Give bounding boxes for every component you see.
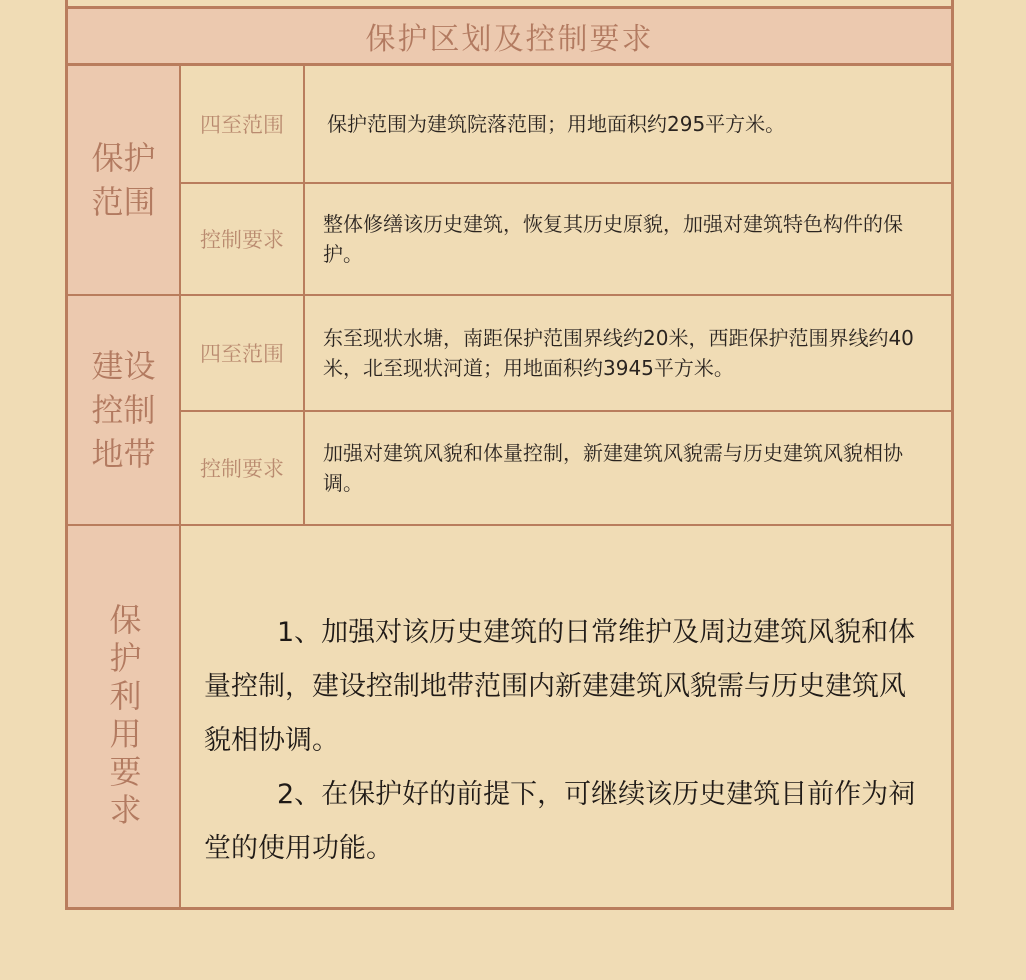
sub-label-boundary: 四至范围 <box>181 66 303 182</box>
usage-paragraph: 2、在保护好的前提下，可继续该历史建筑目前作为祠堂的使用功能。 <box>204 779 916 864</box>
sub-label-control: 控制要求 <box>181 412 303 524</box>
content-text: 保护范围为建筑院落范围；用地面积约295平方米。 <box>327 112 786 136</box>
content-text: 整体修缮该历史建筑，恢复其历史原貌，加强对建筑特色构件的保护。 <box>323 212 903 266</box>
usage-paragraph: 1、加强对该历史建筑的日常维护及周边建筑风貌和体量控制，建设控制地带范围内新建建筑风貌需与历史建筑风貌相协调。 <box>204 617 916 756</box>
divider <box>68 524 951 526</box>
category-construction-control-zone <box>68 296 179 524</box>
content-text: 加强对建筑风貌和体量控制，新建建筑风貌需与历史建筑风貌相协调。 <box>323 441 903 495</box>
table-title: 保护区划及控制要求 <box>68 9 951 66</box>
usage-requirements <box>204 606 924 876</box>
category-label: 建设 控制 地带 <box>91 347 156 473</box>
content-text: 东至现状水塘，南距保护范围界线约20米，西距保护范围界线约40米，北至现状河道；用地面积约3945平方米。 <box>323 326 914 380</box>
content-control <box>305 184 951 294</box>
category-protection-usage <box>68 526 179 907</box>
category-label: 保护 范围 <box>91 139 156 221</box>
content-boundary <box>305 66 951 182</box>
sub-label-boundary: 四至范围 <box>181 296 303 410</box>
content-control <box>305 412 951 524</box>
category-protection-scope <box>68 66 179 294</box>
content-boundary <box>305 296 951 410</box>
divider <box>179 526 181 907</box>
category-label: 保护利用要求 <box>104 602 143 831</box>
sub-label-control: 控制要求 <box>181 184 303 294</box>
